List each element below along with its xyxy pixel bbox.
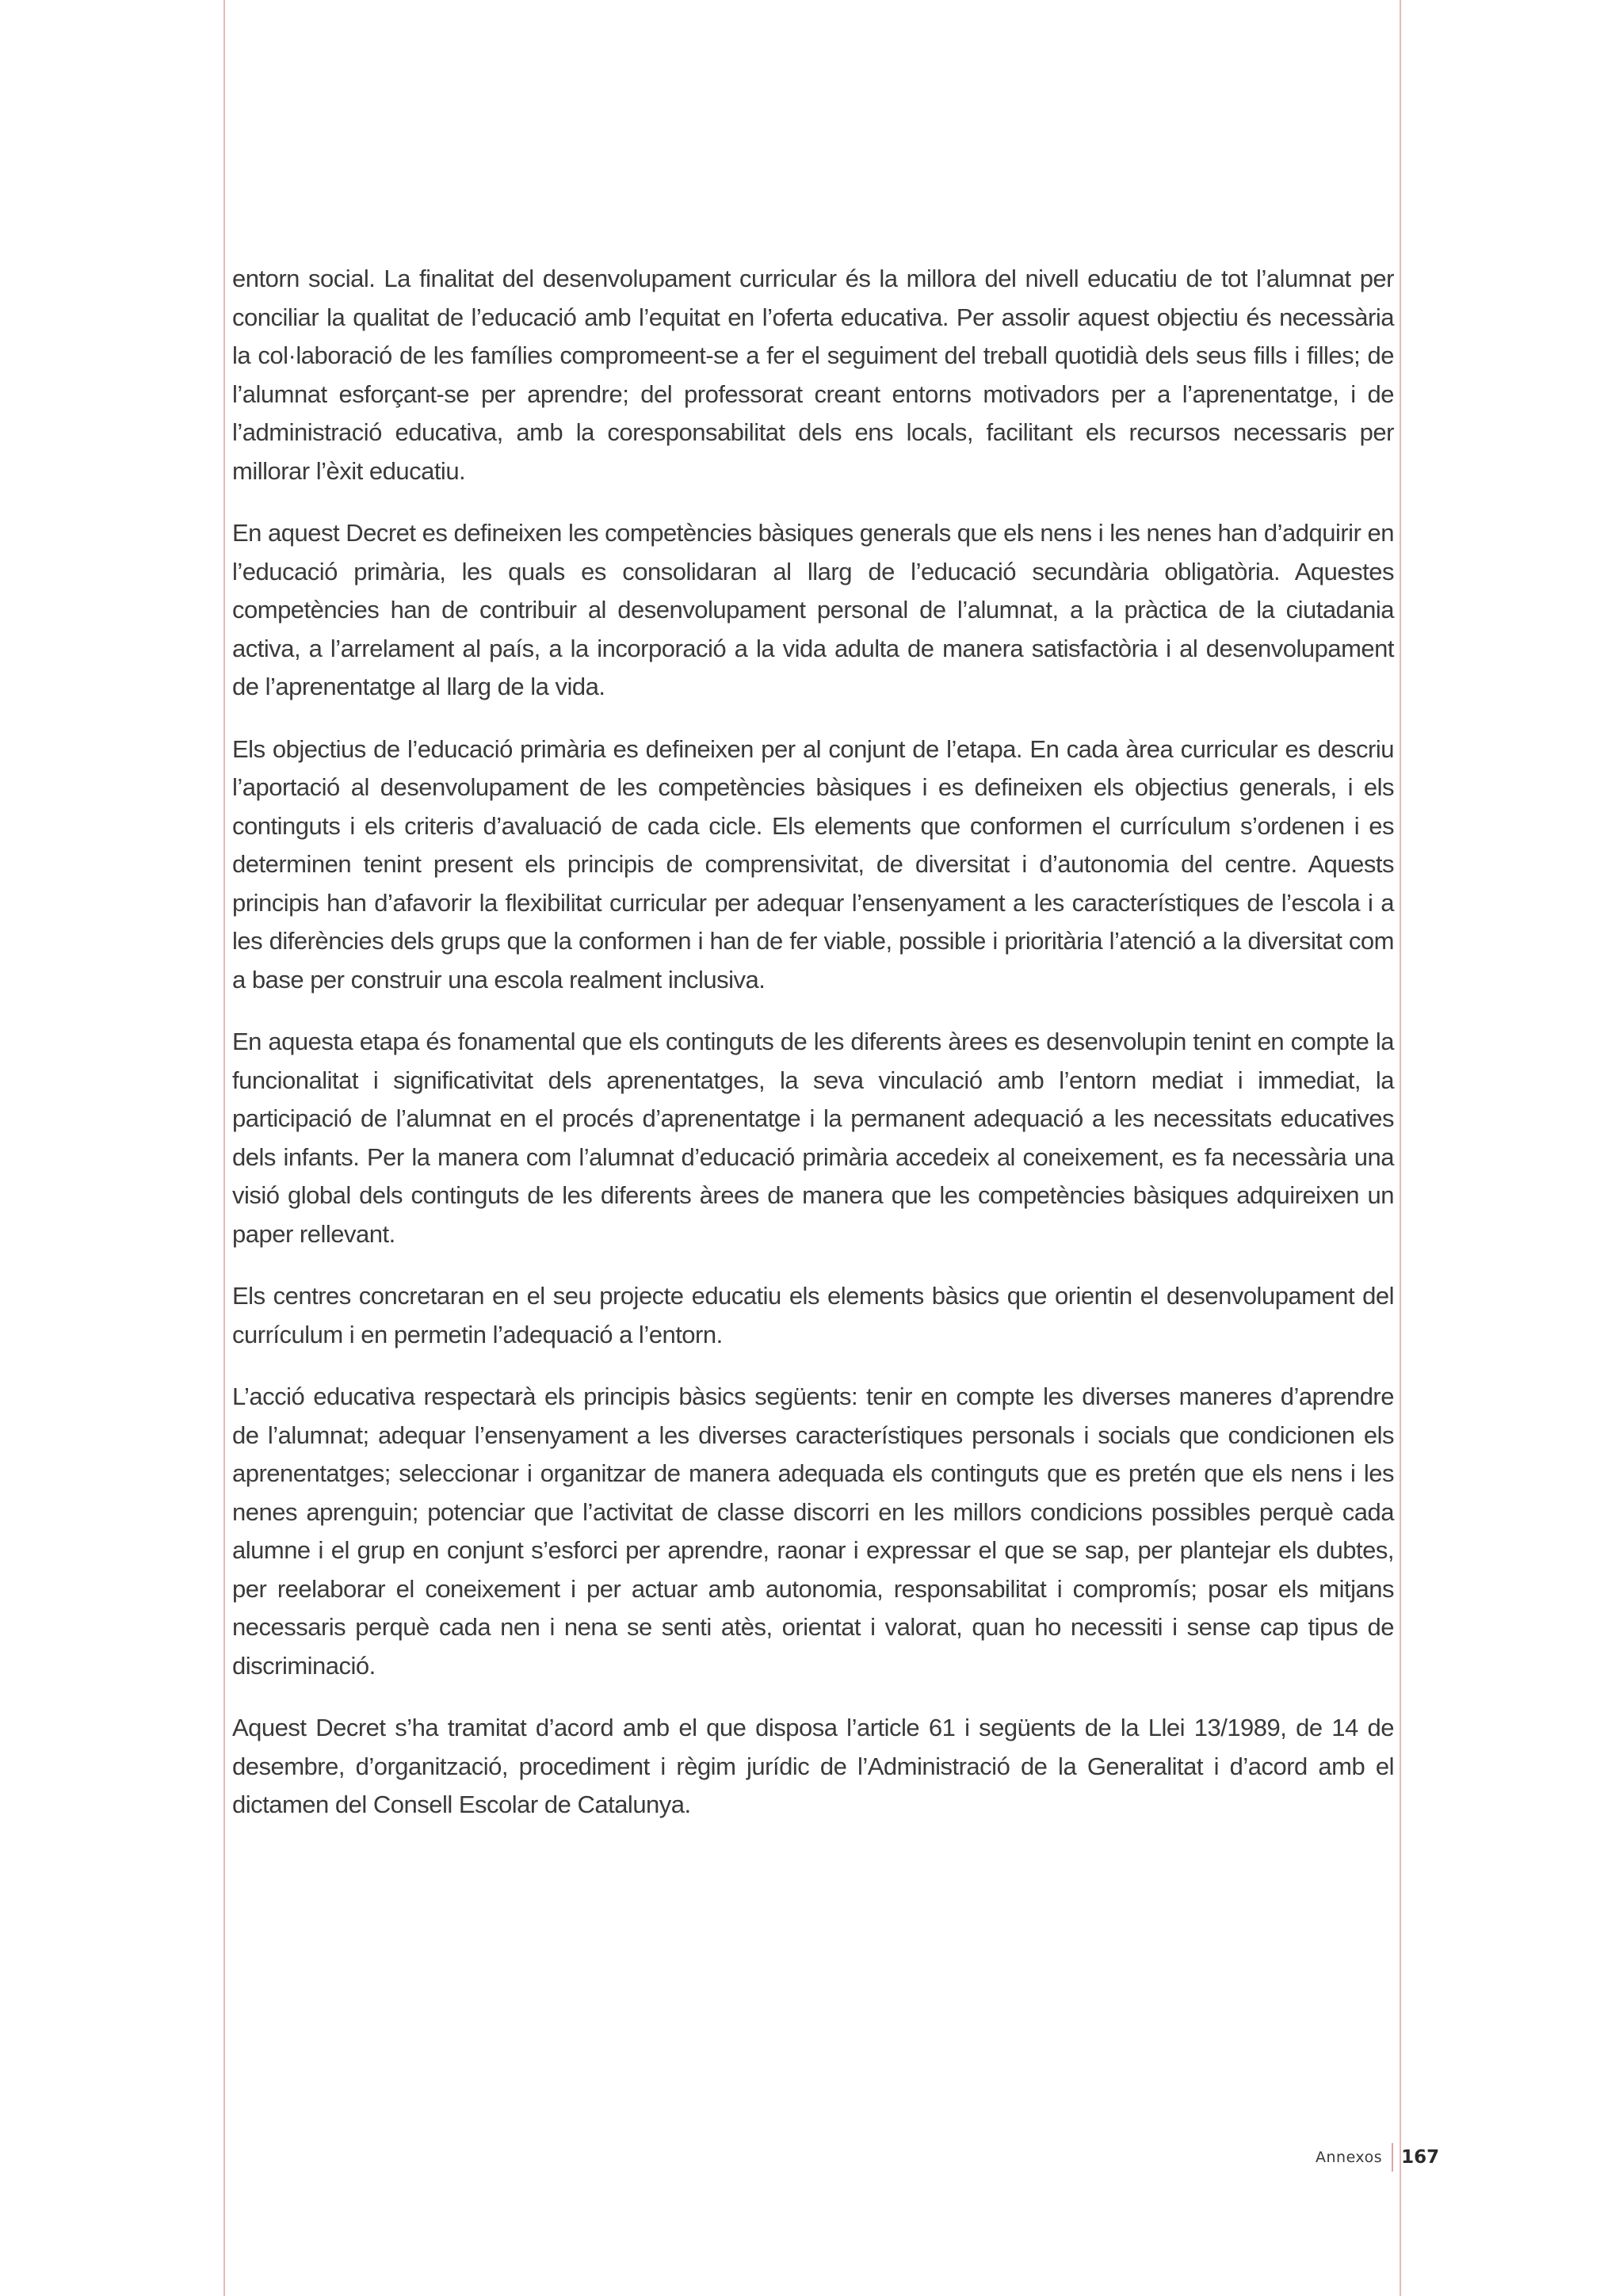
paragraph: Els objectius de l’educació primària es defineixen per al conjunt de l’etapa. En cada àrea curricular es descriu l’aportació al desenvolupament de les competències bàsiques i es defineixen els objectius generals, i els continguts i els criteris d’avaluació de cada cicle. Els elements que conformen el currículum s’ordenen i es determinen tenint present els principis de comprensivitat, de diversitat i d’autonomia del centre. Aquests principis han d’afavorir la flexibilitat curricular per adequar l’ensenyament a les característiques de l’escola i a les diferències dels grups que la conformen i han de fer viable, possible i prioritària l’atenció a la diversitat com a base per construir una escola realment inclusiva. [232, 734, 1394, 994]
left-margin-rule [223, 0, 225, 2296]
paragraph: L’acció educativa respectarà els principis bàsics següents: tenir en compte les diverses maneres d’aprendre de l’alumnat; adequar l’ensenyament a les diverses característiques personals i socials que condicionen els aprenentatges; seleccionar i organitzar de manera adequada els continguts que es pretén que els nens i les nenes aprenguin; potenciar que l’activitat de classe discorri en les millors condicions possibles perquè cada alumne i el grup en conjunt s’esforci per aprendre, raonar i expressar el que se sap, per plantejar els dubtes, per reelaborar el coneixement i per actuar amb autonomia, responsabilitat i compromís; posar els mitjans necessaris perquè cada nen i nena se senti atès, orientat i valorat, quan ho necessiti i sense cap tipus de discriminació. [232, 1383, 1394, 1680]
paragraph: En aquesta etapa és fonamental que els continguts de les diferents àrees es desenvolupin tenint en compte la funcionalitat i significativitat dels aprenentatges, la seva vinculació amb l’entorn mediat i immediat, la participació de l’alumnat en el procés d’aprenentatge i la permanent adequació a les necessitats educatives dels infants. Per la manera com l’alumnat d’educació primària accedeix al coneixement, es fa necessària una visió global dels continguts de les diferents àrees de manera que les competències bàsiques adquireixen un paper rellevant. [232, 1028, 1394, 1248]
paragraph: Aquest Decret s’ha tramitat d’acord amb el que disposa l’article 61 i següents de la Llei 13/1989, de 14 de desembre, d’organització, procediment i règim jurídic de l’Administració de la Generalitat i d’acord amb el dictamen del Consell Escolar de Catalunya. [232, 1714, 1394, 1818]
section-label: Annexos [1316, 2149, 1383, 2166]
page-number: 167 [1401, 2147, 1440, 2168]
page-footer [1316, 2143, 1439, 2172]
paragraph: En aquest Decret es defineixen les competències bàsiques generals que els nens i les nenes han d’adquirir en l’educació primària, les quals es consolidaran al llarg de l’educació secundària obligatòria. Aquestes competències han de contribuir al desenvolupament personal de l’alumnat, a la pràctica de la ciutadania activa, a l’arrelament al país, a la incorporació a la vida adulta de manera satisfactòria i al desenvolupament de l’aprenentatge al llarg de la vida. [232, 519, 1394, 700]
right-margin-rule [1400, 0, 1401, 2296]
paragraph: Els centres concretaran en el seu projecte educatiu els elements bàsics que orientin el desenvolupament del currículum i en permetin l’adequació a l’entorn. [232, 1282, 1394, 1348]
paragraph: entorn social. La finalitat del desenvolupament curricular és la millora del nivell educatiu de tot l’alumnat per conciliar la qualitat de l’educació amb l’equitat en l’oferta educativa. Per assolir aquest objectiu és necessària la col·laboració de les famílies compromeent-se a fer el seguiment del treball quotidià dels seus fills i filles; de l’alumnat esforçant-se per aprendre; del professorat creant entorns motivadors per a l’aprenentatge, i de l’administració educativa, amb la coresponsabilitat dels ens locals, facilitant els recursos necessaris per millorar l’èxit educatiu. [232, 265, 1394, 485]
body-text [232, 260, 1394, 1848]
